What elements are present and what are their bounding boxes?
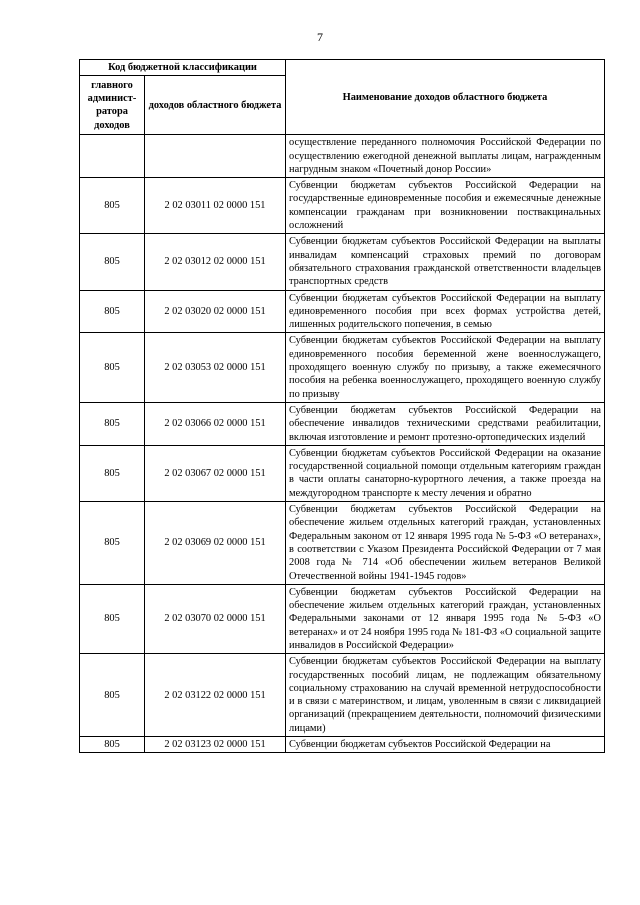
table-row — [80, 502, 605, 585]
cell-admin-code: 805 — [80, 445, 145, 501]
header-income-name: Наименование доходов областного бюджета — [286, 60, 605, 135]
header-regional-income: доходов областного бюджета — [145, 76, 286, 135]
table-row — [80, 135, 605, 178]
cell-admin-code: 805 — [80, 502, 145, 585]
table-row — [80, 584, 605, 653]
table-row — [80, 333, 605, 402]
cell-budget-code: 2 02 03070 02 0000 151 — [145, 584, 286, 653]
cell-income-name: Субвенции бюджетам субъектов Российской Федерации на обеспечение жильем отдельных категорий граждан, установленных Федеральным законом от 12 января 1995 года № 5-ФЗ «О ветеранах», в соответствии с Указом Президента Российской Федерации от 7 мая 2008 года № 714 «Об обеспечении жильем ветеранов Великой Отечественной войны 1941-1945 годов» — [286, 502, 605, 585]
table-row — [80, 234, 605, 290]
table-row — [80, 402, 605, 445]
cell-budget-code: 2 02 03011 02 0000 151 — [145, 178, 286, 234]
table-row — [80, 178, 605, 234]
table-row — [80, 737, 605, 753]
budget-classification-table — [79, 59, 605, 753]
cell-budget-code: 2 02 03067 02 0000 151 — [145, 445, 286, 501]
cell-income-name: Субвенции бюджетам субъектов Российской Федерации на выплату государственных пособий лицам, не подлежащим обязательному социальному страхованию на случай временной нетрудоспособности и в связи с материнством, и лицам, уволенным в связи с ликвидацией организаций (прекращением деятельности, полномочий физическими лицами) — [286, 654, 605, 737]
cell-admin-code: 805 — [80, 737, 145, 753]
cell-budget-code: 2 02 03012 02 0000 151 — [145, 234, 286, 290]
cell-budget-code: 2 02 03020 02 0000 151 — [145, 290, 286, 333]
cell-income-name: Субвенции бюджетам субъектов Российской Федерации на — [286, 737, 605, 753]
cell-budget-code: 2 02 03069 02 0000 151 — [145, 502, 286, 585]
cell-budget-code: 2 02 03122 02 0000 151 — [145, 654, 286, 737]
cell-admin-code: 805 — [80, 234, 145, 290]
cell-admin-code: 805 — [80, 584, 145, 653]
cell-income-name: Субвенции бюджетам субъектов Российской Федерации на обеспечение жильем отдельных категорий граждан, установленных Федеральными законами от 12 января 1995 года № 5-ФЗ «О ветеранах» и от 24 ноября 1995 года № 181-ФЗ «О социальной защите инвалидов в Российской Федерации» — [286, 584, 605, 653]
cell-income-name: Субвенции бюджетам субъектов Российской Федерации на государственные единовременные пособия и ежемесячные денежные компенсации гражданам при возникновении поствакцинальных осложнений — [286, 178, 605, 234]
table-row — [80, 445, 605, 501]
cell-admin-code — [80, 135, 145, 178]
cell-admin-code: 805 — [80, 178, 145, 234]
cell-income-name: осуществление переданного полномочия Российской Федерации по осуществлению ежегодной денежной выплаты лицам, награжденным нагрудным знаком «Почетный донор России» — [286, 135, 605, 178]
cell-admin-code: 805 — [80, 290, 145, 333]
cell-admin-code: 805 — [80, 402, 145, 445]
cell-budget-code: 2 02 03123 02 0000 151 — [145, 737, 286, 753]
cell-income-name: Субвенции бюджетам субъектов Российской Федерации на выплаты инвалидам компенсаций страховых премий по договорам обязательного страхования гражданской ответственности владельцев транспортных средств — [286, 234, 605, 290]
header-main-administrator: главного админист-ратора доходов — [80, 76, 145, 135]
table-row — [80, 290, 605, 333]
cell-income-name: Субвенции бюджетам субъектов Российской Федерации на выплату единовременного пособия при всех формах устройства детей, лишенных родительского попечения, в семью — [286, 290, 605, 333]
cell-income-name: Субвенции бюджетам субъектов Российской Федерации на обеспечение инвалидов техническими средствами реабилитации, включая изготовление и ремонт протезно-ортопедических изделий — [286, 402, 605, 445]
cell-admin-code: 805 — [80, 333, 145, 402]
table-row — [80, 654, 605, 737]
page-number: 7 — [317, 30, 323, 44]
cell-admin-code: 805 — [80, 654, 145, 737]
cell-budget-code — [145, 135, 286, 178]
cell-income-name: Субвенции бюджетам субъектов Российской Федерации на выплату единовременного пособия беременной жене военнослужащего, проходящего военную службу по призыву, а также ежемесячного пособия на ребенка военнослужащего, проходящего военную службу по призыву — [286, 333, 605, 402]
cell-budget-code: 2 02 03066 02 0000 151 — [145, 402, 286, 445]
table-body — [80, 135, 605, 753]
cell-income-name: Субвенции бюджетам субъектов Российской Федерации на оказание государственной социальной помощи отдельным категориям граждан в части оплаты санаторно-курортного лечения, а также проезда на междугородном транспорте к месту лечения и обратно — [286, 445, 605, 501]
header-budget-classification: Код бюджетной классификации — [80, 60, 286, 76]
cell-budget-code: 2 02 03053 02 0000 151 — [145, 333, 286, 402]
